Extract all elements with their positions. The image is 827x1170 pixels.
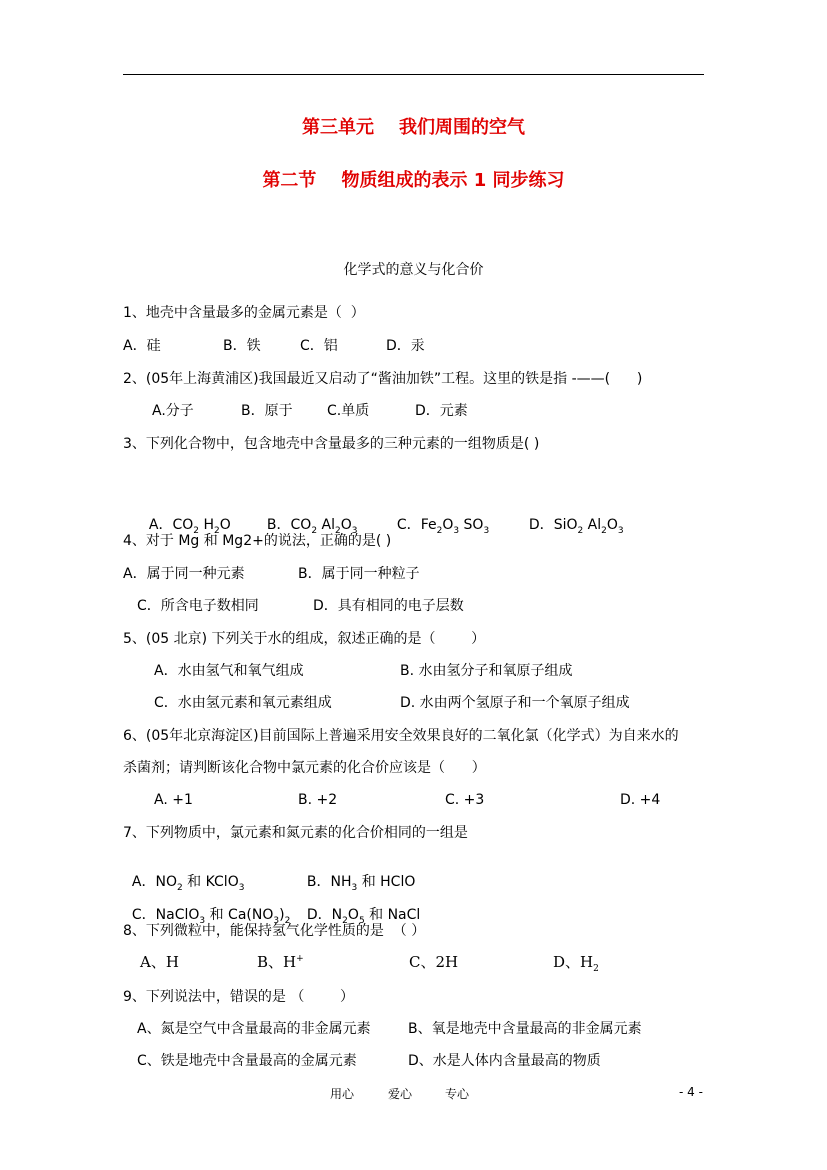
footer-motto-3: 专心 xyxy=(445,1087,470,1101)
question-2-stem: 2、(05年上海黄浦区)我国最近又启动了“酱油加铁”工程。这里的铁是指 -——( ) xyxy=(123,371,643,387)
q6-option-c: C. +3 xyxy=(445,792,485,808)
q4-option-c: C．所含电子数相同 xyxy=(137,598,259,614)
q1-option-c: C．铝 xyxy=(300,338,338,354)
q2-option-d: D．元素 xyxy=(415,403,468,419)
page-number: - 4 - xyxy=(679,1085,703,1099)
q1-option-a: A．硅 xyxy=(123,338,161,354)
q8-option-b: B、H+ xyxy=(257,953,304,971)
q5-option-b: B. 水由氢分子和氧原子组成 xyxy=(400,663,573,679)
question-6-stem-line1: 6、(05年北京海淀区)目前国际上普遍采用安全效果良好的二氧化氯（化学式）为自来水的 xyxy=(123,728,679,744)
q4-option-a: A．属于同一种元素 xyxy=(123,566,245,582)
q9-option-d: D、水是人体内含量最高的物质 xyxy=(408,1053,601,1069)
q9-option-b: B、氧是地壳中含量最高的非金属元素 xyxy=(408,1021,642,1037)
question-9-stem: 9、下列说法中，错误的是 （ ） xyxy=(123,989,354,1005)
footer-motto-2: 爱心 xyxy=(388,1087,413,1101)
q3-option-b: B．$CO_2$ $Al_2O_3$ xyxy=(266,517,358,536)
unit-title: 第三单元 我们周围的空气 xyxy=(301,117,526,138)
q5-option-d: D. 水由两个氢原子和一个氧原子组成 xyxy=(400,695,630,711)
question-7-stem: 7、下列物质中，氯元素和氮元素的化合价相同的一组是 xyxy=(123,825,468,841)
q9-option-a: A、氮是空气中含量最高的非金属元素 xyxy=(137,1021,371,1037)
q7-option-c: C．NaClO$_3$ 和 $Ca(NO_3)_2$ xyxy=(131,907,291,926)
question-6-stem-line2: 杀菌剂；请判断该化合物中氯元素的化合价应该是（ ） xyxy=(123,760,486,776)
q5-option-c: C．水由氢元素和氧元素组成 xyxy=(154,695,332,711)
q2-option-a: A.分子 xyxy=(152,403,194,419)
footer-motto-1: 用心 xyxy=(330,1087,355,1101)
subtitle: 化学式的意义与化合价 xyxy=(343,262,484,278)
q3-option-a: A．$CO_2$ $H_2O$ xyxy=(148,517,231,536)
q2-option-b: B．原于 xyxy=(241,403,293,419)
header-rule xyxy=(123,74,704,75)
q7-option-d: D．$N_2O_5$ 和 NaCl xyxy=(306,907,421,926)
q6-option-b: B. +2 xyxy=(298,792,338,808)
q8-option-c: C、2H xyxy=(409,953,459,971)
q7-option-a: A．$NO_2$ 和 KClO$_3$ xyxy=(131,874,245,893)
q5-option-a: A．水由氢气和氧气组成 xyxy=(154,663,304,679)
q8-option-d: D、$H_2$ xyxy=(553,953,599,974)
q8-option-a: A、H xyxy=(140,953,179,971)
question-8-stem: 8、下列微粒中，能保持氢气化学性质的是 （ ） xyxy=(123,923,426,939)
q6-option-a: A. +1 xyxy=(154,792,193,808)
q1-option-b: B．铁 xyxy=(223,338,261,354)
q3-option-c: C．$Fe_2O_3$ $SO_3$ xyxy=(396,517,490,536)
q3-option-d: D．SiO$_2$ $Al_2O_3$ xyxy=(528,517,624,536)
question-1-stem: 1、地壳中含量最多的金属元素是（ ） xyxy=(123,305,365,321)
q1-option-d: D．汞 xyxy=(386,338,425,354)
question-4-stem: 4、对于 Mg 和 Mg2+的说法，正确的是( ) xyxy=(123,533,392,549)
section-title: 第二节 物质组成的表示 1 同步练习 xyxy=(262,170,565,191)
q4-option-b: B．属于同一种粒子 xyxy=(298,566,420,582)
q9-option-c: C、铁是地壳中含量最高的金属元素 xyxy=(137,1053,357,1069)
q2-option-c: C.单质 xyxy=(327,403,370,419)
question-3-stem: 3、下列化合物中，包含地壳中含量最多的三种元素的一组物质是( ) xyxy=(123,436,540,452)
q7-option-b: B．$NH_3$ 和 HClO xyxy=(306,874,416,893)
question-5-stem: 5、(05 北京) 下列关于水的组成，叙述正确的是（ ） xyxy=(123,631,486,647)
q6-option-d: D. +4 xyxy=(620,792,661,808)
q4-option-d: D．具有相同的电子层数 xyxy=(313,598,464,614)
